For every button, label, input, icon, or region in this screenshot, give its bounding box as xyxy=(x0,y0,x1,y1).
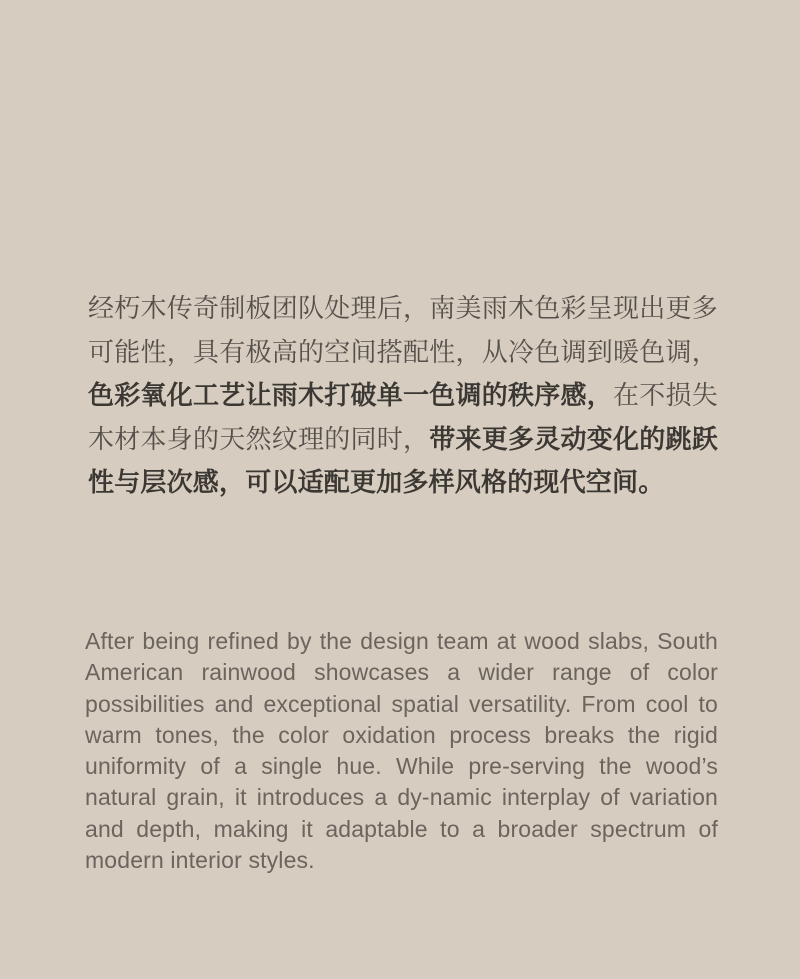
chinese-segment-bold-2: 带来更多灵动变化的跳跃性与层次感，可以适配更加多样风格的现代空间。 xyxy=(88,424,718,498)
chinese-segment-regular-2: 在不损失木材本身的天然纹理的同时， xyxy=(88,381,718,455)
english-description: After being refined by the design team at wood slabs, South American rainwood showcases a wider range of color possibilities and exceptional spatial versatility. From cool to warm tones, the color oxidation process breaks the rigid uniformity of a single hue. While pre-serving the wood’s natural grain, it introduces a dy-namic interplay of variation and depth, making it adaptable to a broader spectrum of modern interior styles. xyxy=(85,628,718,874)
chinese-segment-bold-1: 色彩氧化工艺让雨木打破单一色调的秩序感， xyxy=(88,381,614,411)
chinese-description xyxy=(88,288,718,506)
chinese-segment-regular-1: 经朽木传奇制板团队处理后，南美雨木色彩呈现出更多可能性，具有极高的空间搭配性，从冷色调到暖色调， xyxy=(88,294,718,368)
